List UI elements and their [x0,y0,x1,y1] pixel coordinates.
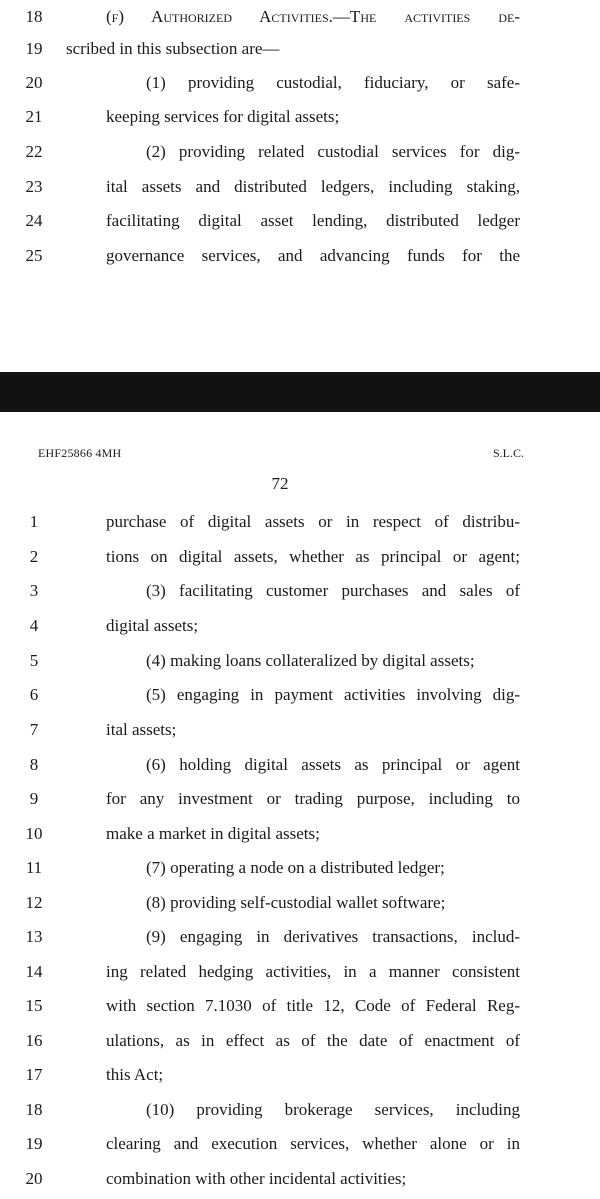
line-text: (4) making loans collateralized by digital assets; [146,651,475,670]
text-line [0,574,600,608]
line-number: 1 [29,512,39,531]
line-number: 23 [25,177,43,196]
line-number: 13 [25,927,43,946]
line-number: 2 [29,547,39,566]
text-line [0,713,600,747]
page-divider [0,372,600,412]
line-text: (2) providing related custodial services for dig- [146,142,520,161]
text-line [0,1127,600,1161]
line-text: governance services, and advancing funds for the [106,246,520,265]
line-text: combination with other incidental activities; [106,1169,407,1188]
line-number: 6 [29,685,39,704]
line-text: ulations, as in effect as of the date of enactment of [106,1031,520,1050]
text-line [0,782,600,816]
text-line [0,1093,600,1127]
line-text: tions on digital assets, whether as principal or agent; [106,547,520,566]
document-code: EHF25866 4MH [38,446,122,460]
text-line [0,0,600,34]
line-text: (3) facilitating customer purchases and sales of [146,581,520,600]
line-text: digital assets; [106,616,199,635]
line-number: 4 [29,616,39,635]
line-number: 22 [25,142,43,161]
top-page-fragment [0,0,600,372]
text-line [0,135,600,169]
text-line [0,817,600,851]
line-number: 10 [25,824,43,843]
line-text: ital assets; [106,720,177,739]
line-text: (5) engaging in payment activities involving dig- [146,685,520,704]
line-number: 20 [25,1169,43,1188]
line-number: 18 [25,1100,43,1119]
line-text: make a market in digital assets; [106,824,320,843]
line-number: 16 [25,1031,43,1050]
text-line [0,1162,600,1196]
text-line [0,644,600,678]
text-line [0,66,600,100]
text-line [0,886,600,920]
line-number: 17 [25,1065,43,1084]
line-text: (10) providing brokerage services, including [146,1100,520,1119]
line-number: 3 [29,581,39,600]
text-line [0,32,600,66]
slc-marker: S.L.C. [492,446,524,460]
page-number: 72 [271,474,289,493]
text-line [0,920,600,954]
line-text: ital assets and distributed ledgers, including staking, [106,177,520,196]
text-line [0,170,600,204]
text-line [0,100,600,134]
text-line [0,204,600,238]
line-number: 25 [25,246,43,265]
line-number: 5 [29,651,39,670]
line-text: (7) operating a node on a distributed ledger; [146,858,445,877]
line-number: 8 [29,755,39,774]
text-line [0,678,600,712]
line-text: (6) holding digital assets as principal or agent [146,755,520,774]
line-text: facilitating digital asset lending, distributed ledger [106,211,520,230]
line-number: 18 [25,7,43,26]
line-number: 20 [25,73,43,92]
line-number: 19 [25,1134,43,1153]
text-line [0,989,600,1023]
text-line [0,609,600,643]
text-line [0,1058,600,1092]
line-number: 9 [29,789,39,808]
line-number: 12 [25,893,43,912]
line-number: 24 [25,211,43,230]
bottom-page [0,412,600,1199]
line-text: with section 7.1030 of title 12, Code of Federal Reg- [106,996,520,1015]
line-text: (9) engaging in derivatives transactions, includ- [146,927,520,946]
text-line [0,1024,600,1058]
line-text: this Act; [106,1065,164,1084]
text-line [0,955,600,989]
line-text: for any investment or trading purpose, including to [106,789,520,808]
line-number: 14 [25,962,43,981]
line-number: 19 [25,39,43,58]
line-text: purchase of digital assets or in respect of distribu- [106,512,520,531]
line-number: 7 [29,720,39,739]
line-number: 21 [25,107,43,126]
text-line [0,851,600,885]
line-text: (8) providing self-custodial wallet software; [146,893,446,912]
text-line [0,540,600,574]
line-number: 15 [25,996,43,1015]
text-line [0,239,600,273]
line-text: ing related hedging activities, in a manner consistent [106,962,520,981]
text-line [0,505,600,539]
line-text: keeping services for digital assets; [106,107,340,126]
line-number: 11 [25,858,43,877]
line-text: clearing and execution services, whether alone or in [106,1134,520,1153]
line-text: (1) providing custodial, fiduciary, or safe- [146,73,520,92]
line-text: scribed in this subsection are— [66,39,280,58]
line-text: (f) Authorized Activities.—The activities de- [106,7,520,26]
text-line [0,748,600,782]
